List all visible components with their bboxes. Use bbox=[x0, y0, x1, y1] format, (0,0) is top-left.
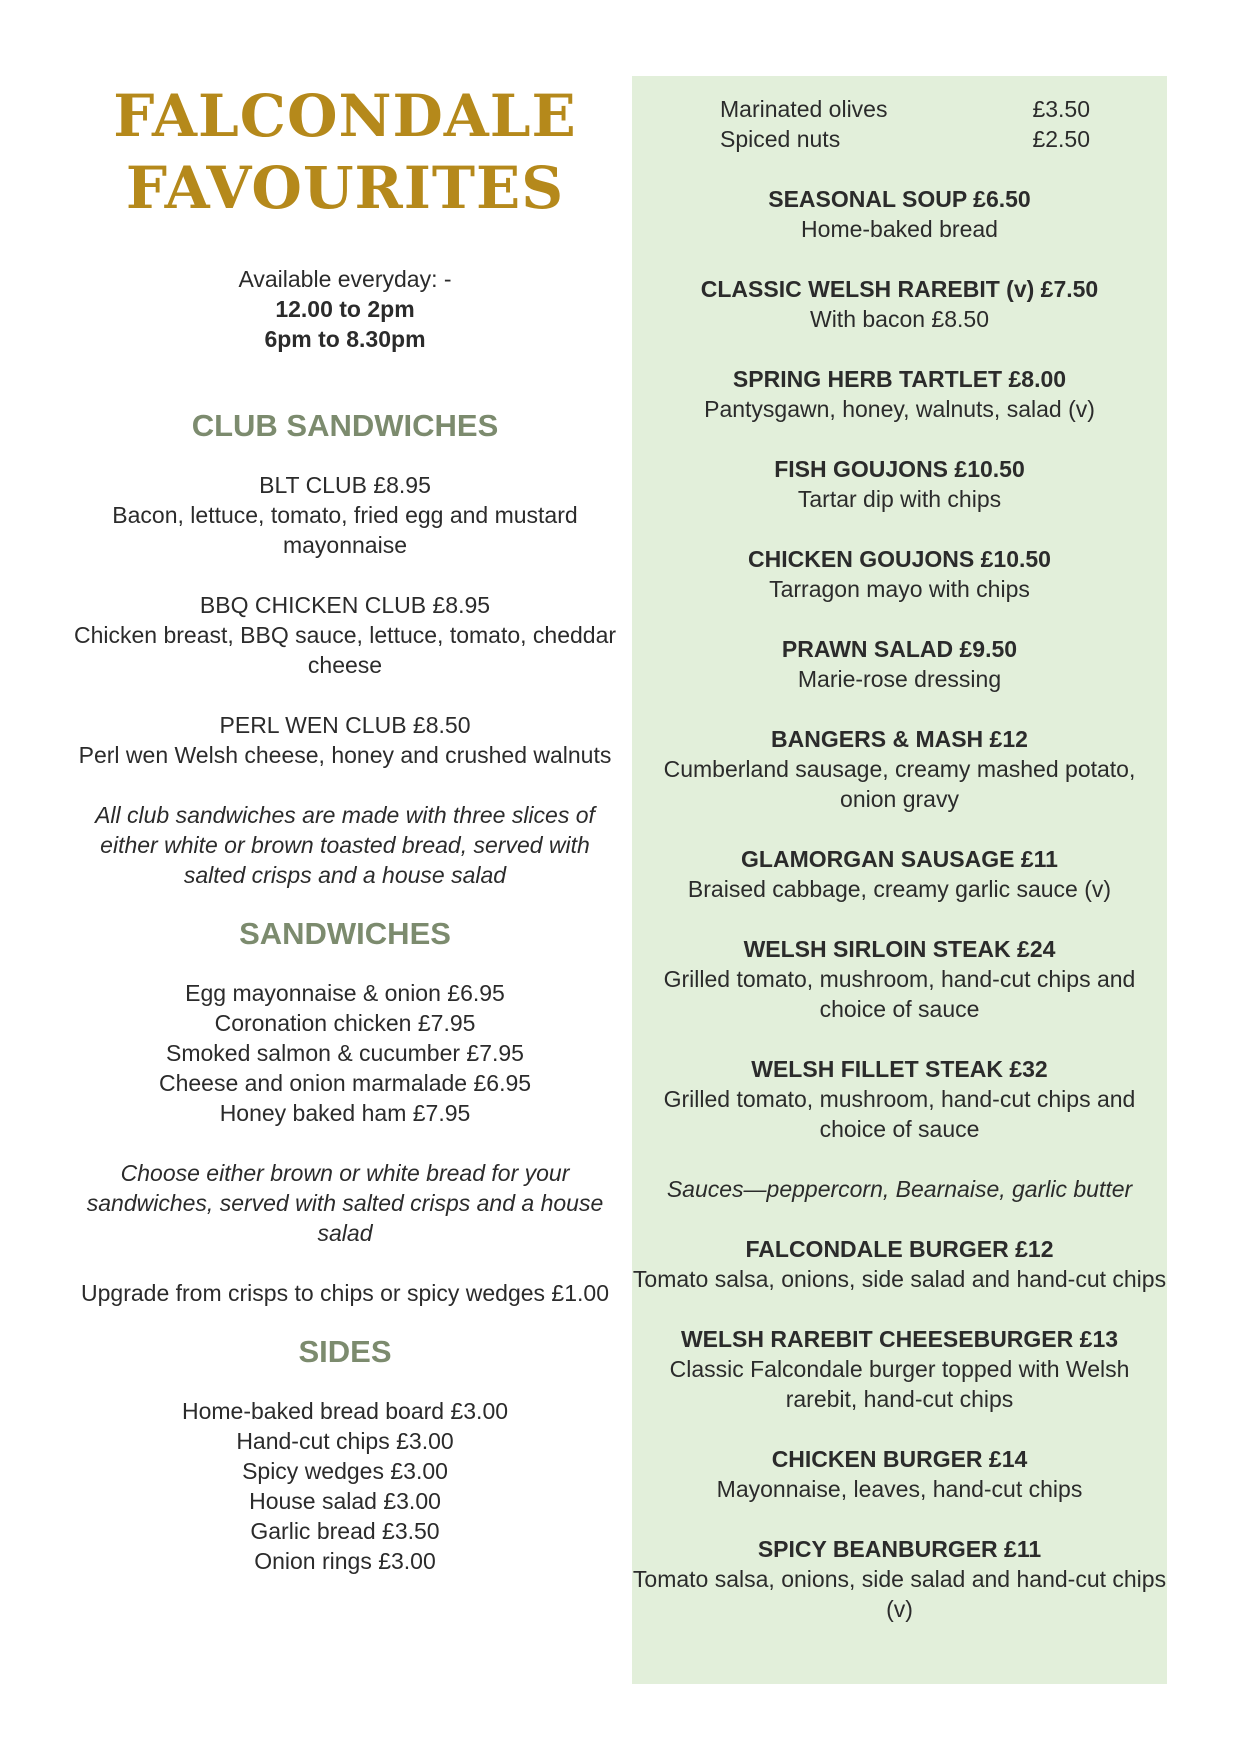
side-item: Garlic bread £3.50 bbox=[250, 1518, 440, 1544]
snack-name: Marinated olives bbox=[720, 96, 888, 122]
club-item-desc: Chicken breast, BBQ sauce, lettuce, tomato, cheddar cheese bbox=[73, 622, 617, 678]
availability bbox=[70, 264, 620, 354]
title-line-1: FALCONDALE bbox=[113, 82, 577, 150]
dish-name: WELSH FILLET STEAK £32 bbox=[751, 1056, 1048, 1082]
burger bbox=[632, 1534, 1167, 1624]
club-sandwiches-heading: CLUB SANDWICHES bbox=[191, 408, 499, 443]
dish-desc: Tarragon mayo with chips bbox=[769, 576, 1030, 602]
club-item-name: BBQ CHICKEN CLUB £8.95 bbox=[199, 592, 491, 618]
right-column bbox=[632, 184, 1167, 1654]
dish-desc: Marie-rose dressing bbox=[797, 666, 1002, 692]
burger-name: FALCONDALE BURGER £12 bbox=[745, 1236, 1054, 1262]
club-sandwich-list bbox=[70, 470, 620, 890]
dish bbox=[632, 364, 1167, 424]
dish-name: FISH GOUJONS £10.50 bbox=[774, 456, 1025, 482]
dish bbox=[632, 454, 1167, 514]
dish-name: CHICKEN GOUJONS £10.50 bbox=[748, 546, 1051, 572]
burger-name: CHICKEN BURGER £14 bbox=[771, 1446, 1028, 1472]
dish bbox=[632, 1054, 1167, 1144]
side-item: Hand-cut chips £3.00 bbox=[236, 1428, 454, 1454]
sandwiches-heading: SANDWICHES bbox=[239, 916, 451, 951]
dish bbox=[632, 184, 1167, 244]
sandwich-item: Cheese and onion marmalade £6.95 bbox=[158, 1070, 532, 1096]
dish-name: GLAMORGAN SAUSAGE £11 bbox=[741, 846, 1058, 872]
side-item: Home-baked bread board £3.00 bbox=[181, 1398, 509, 1424]
club-item-desc: Bacon, lettuce, tomato, fried egg and mustard mayonnaise bbox=[112, 502, 578, 558]
dish bbox=[632, 844, 1167, 904]
burger-desc: Classic Falcondale burger topped with Welsh rarebit, hand-cut chips bbox=[669, 1356, 1130, 1412]
burger-name: WELSH RAREBIT CHEESEBURGER £13 bbox=[680, 1326, 1119, 1352]
burger bbox=[632, 1444, 1167, 1504]
dish-desc: Pantysgawn, honey, walnuts, salad (v) bbox=[704, 396, 1095, 422]
burger-desc: Tomato salsa, onions, side salad and hand-cut chips (v) bbox=[632, 1566, 1167, 1622]
sides-heading: SIDES bbox=[298, 1334, 392, 1369]
upgrade-note: Upgrade from crisps to chips or spicy wedges £1.00 bbox=[81, 1280, 609, 1306]
sandwich-item: Honey baked ham £7.95 bbox=[219, 1100, 471, 1126]
side-item: Spicy wedges £3.00 bbox=[242, 1458, 448, 1484]
dish-desc: Home-baked bread bbox=[801, 216, 998, 242]
dish bbox=[632, 634, 1167, 694]
burger-desc: Mayonnaise, leaves, hand-cut chips bbox=[716, 1476, 1083, 1502]
club-item-desc: Perl wen Welsh cheese, honey and crushed walnuts bbox=[78, 742, 612, 768]
club-item bbox=[70, 710, 620, 770]
dish-desc: Braised cabbage, creamy garlic sauce (v) bbox=[687, 876, 1112, 902]
dish-name: WELSH SIRLOIN STEAK £24 bbox=[743, 936, 1056, 962]
dish bbox=[632, 544, 1167, 604]
dish-desc: Grilled tomato, mushroom, hand-cut chips and choice of sauce bbox=[663, 966, 1136, 1022]
side-item: Onion rings £3.00 bbox=[254, 1548, 436, 1574]
dinner-time: 6pm to 8.30pm bbox=[264, 326, 426, 352]
club-item bbox=[70, 470, 620, 560]
snack-row bbox=[720, 124, 1090, 154]
lunch-time: 12.00 to 2pm bbox=[275, 296, 415, 322]
dish-name: SEASONAL SOUP £6.50 bbox=[768, 186, 1031, 212]
dish-name: CLASSIC WELSH RAREBIT (v) £7.50 bbox=[700, 276, 1099, 302]
side-item: House salad £3.00 bbox=[249, 1488, 441, 1514]
snack-price: £2.50 bbox=[1032, 126, 1090, 152]
sandwich-note: Choose either brown or white bread for your sandwiches, served with salted crisps and a house salad bbox=[86, 1160, 604, 1246]
menu-title bbox=[70, 80, 620, 224]
snack-row bbox=[720, 94, 1090, 124]
left-column bbox=[70, 80, 620, 1576]
availability-label: Available everyday: - bbox=[238, 266, 452, 292]
sandwich-item: Egg mayonnaise & onion £6.95 bbox=[185, 980, 505, 1006]
dish-name: SPRING HERB TARTLET £8.00 bbox=[732, 366, 1067, 392]
dish bbox=[632, 934, 1167, 1024]
dish bbox=[632, 274, 1167, 334]
sandwich-item: Coronation chicken £7.95 bbox=[214, 1010, 476, 1036]
dish-desc: With bacon £8.50 bbox=[809, 306, 989, 332]
burger bbox=[632, 1324, 1167, 1414]
sandwich-list bbox=[70, 978, 620, 1308]
club-item bbox=[70, 590, 620, 680]
snack-name: Spiced nuts bbox=[720, 126, 841, 152]
title-line-2: FAVOURITES bbox=[125, 154, 565, 222]
club-sandwich-note: All club sandwiches are made with three slices of either white or brown toasted bread, served with salted crisps and a house salad bbox=[95, 802, 595, 888]
snack-price: £3.50 bbox=[1032, 96, 1090, 122]
dish-desc: Cumberland sausage, creamy mashed potato, onion gravy bbox=[663, 756, 1136, 812]
club-item-name: PERL WEN CLUB £8.50 bbox=[219, 712, 471, 738]
dish-desc: Tartar dip with chips bbox=[797, 486, 1002, 512]
snacks-list bbox=[720, 94, 1090, 154]
burger bbox=[632, 1234, 1167, 1294]
dish-name: PRAWN SALAD £9.50 bbox=[781, 636, 1018, 662]
burger-name: SPICY BEANBURGER £11 bbox=[757, 1536, 1042, 1562]
dish-name: BANGERS & MASH £12 bbox=[771, 726, 1028, 752]
dish-desc: Grilled tomato, mushroom, hand-cut chips and choice of sauce bbox=[663, 1086, 1136, 1142]
sandwich-item: Smoked salmon & cucumber £7.95 bbox=[166, 1040, 524, 1066]
burger-desc: Tomato salsa, onions, side salad and hand-cut chips bbox=[632, 1266, 1167, 1292]
sauces-note: Sauces—peppercorn, Bearnaise, garlic butter bbox=[666, 1176, 1133, 1202]
sides-list bbox=[70, 1396, 620, 1576]
club-item-name: BLT CLUB £8.95 bbox=[259, 472, 431, 498]
dish bbox=[632, 724, 1167, 814]
